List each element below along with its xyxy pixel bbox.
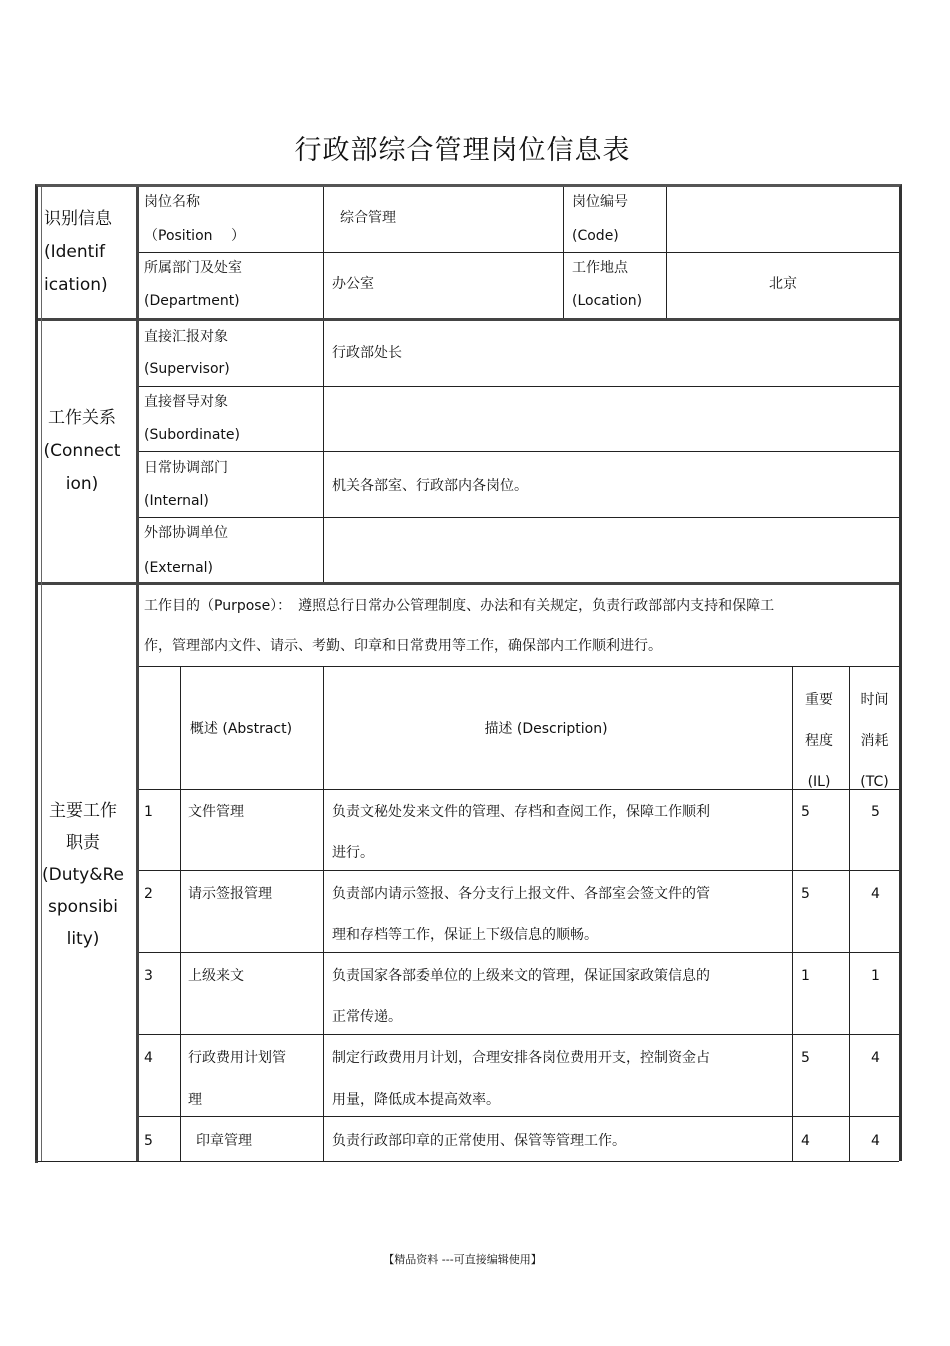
label-column-divider	[136, 187, 139, 1161]
section-divider	[38, 582, 899, 585]
inner-left-border	[41, 187, 42, 1161]
row-divider	[139, 1034, 899, 1035]
location-label-cn: 工作地点	[572, 260, 628, 276]
external-label-cn: 外部协调单位	[144, 525, 228, 541]
internal-value: 机关各部室、行政部内各岗位。	[332, 478, 528, 494]
row-divider	[139, 666, 899, 667]
col-divider	[666, 187, 667, 318]
item-importance: 5	[801, 1050, 810, 1066]
position-label-cn: 岗位名称	[144, 194, 200, 210]
item-abstract: 印章管理	[196, 1133, 252, 1149]
item-time-cost: 4	[871, 1133, 880, 1149]
item-desc-line: 正常传递。	[332, 1009, 402, 1025]
row-divider	[139, 517, 899, 518]
col-divider	[180, 666, 181, 1161]
page-footer: 【精品资料 ---可直接编辑使用】	[383, 1253, 542, 1266]
header-description: 描述 (Description)	[484, 721, 608, 737]
position-value: 综合管理	[340, 210, 396, 226]
header-time-cost: 时间 消耗 (TC)	[860, 692, 889, 790]
item-number: 4	[144, 1050, 153, 1066]
row-divider	[139, 386, 899, 387]
purpose-line-1: 工作目的（Purpose）： 遵照总行日常办公管理制度、办法和有关规定，负责行政部部内支持和保障工	[144, 598, 775, 614]
item-desc-line: 负责部内请示签报、各分支行上报文件、各部室会签文件的管	[332, 886, 710, 902]
internal-label-en: (Internal)	[144, 493, 209, 509]
item-abstract: 文件管理	[188, 804, 244, 820]
item-importance: 5	[801, 804, 810, 820]
item-time-cost: 5	[871, 804, 880, 820]
department-label-cn: 所属部门及处室	[144, 260, 242, 276]
row-divider	[139, 870, 899, 871]
col-divider	[323, 321, 324, 582]
subordinate-label-en: (Subordinate)	[144, 427, 240, 443]
row-divider	[139, 252, 899, 253]
code-label-en: (Code)	[572, 228, 619, 244]
supervisor-label-en: (Supervisor)	[144, 361, 230, 377]
item-abstract: 请示签报管理	[188, 886, 272, 902]
item-importance: 4	[801, 1133, 810, 1149]
table-bottom	[38, 1161, 899, 1162]
item-desc-line: 负责行政部印章的正常使用、保管等管理工作。	[332, 1133, 626, 1149]
item-desc-line: 进行。	[332, 845, 374, 861]
col-divider	[323, 666, 324, 1161]
item-importance: 5	[801, 886, 810, 902]
location-label-en: (Location)	[572, 293, 643, 309]
row-divider	[139, 1116, 899, 1117]
department-label-en: (Department)	[144, 293, 240, 309]
external-label-en: (External)	[144, 560, 214, 576]
section-label-connection: 工作关系 (Connect ion)	[43, 408, 121, 494]
purpose-line-2: 作，管理部内文件、请示、考勤、印章和日常费用等工作，确保部内工作顺利进行。	[144, 638, 662, 654]
row-divider	[139, 789, 899, 790]
item-number: 5	[144, 1133, 153, 1149]
item-abstract: 上级来文	[188, 968, 244, 984]
internal-label-cn: 日常协调部门	[144, 460, 228, 476]
supervisor-value: 行政部处长	[332, 345, 402, 361]
code-label-cn: 岗位编号	[572, 194, 628, 210]
item-desc-line: 负责国家各部委单位的上级来文的管理，保证国家政策信息的	[332, 968, 710, 984]
location-value: 北京	[769, 276, 797, 292]
section-label-identification: 识别信息 (Identif ication)	[44, 209, 112, 295]
item-desc-line: 理和存档等工作，保证上下级信息的顺畅。	[332, 927, 598, 943]
col-divider	[563, 187, 564, 318]
header-abstract: 概述 (Abstract)	[189, 721, 293, 737]
item-desc-line: 用量，降低成本提高效率。	[332, 1092, 500, 1108]
row-divider	[139, 451, 899, 452]
row-divider	[139, 952, 899, 953]
subordinate-label-cn: 直接督导对象	[144, 394, 228, 410]
item-time-cost: 1	[871, 968, 880, 984]
item-desc-line: 负责文秘处发来文件的管理、存档和查阅工作，保障工作顺利	[332, 804, 710, 820]
item-importance: 1	[801, 968, 810, 984]
item-time-cost: 4	[871, 886, 880, 902]
col-divider	[323, 187, 324, 318]
item-number: 1	[144, 804, 153, 820]
department-value: 办公室	[332, 276, 374, 292]
item-number: 2	[144, 886, 153, 902]
item-desc-line: 制定行政费用月计划，合理安排各岗位费用开支，控制资金占	[332, 1050, 710, 1066]
supervisor-label-cn: 直接汇报对象	[144, 329, 228, 345]
item-abstract: 理	[188, 1092, 202, 1108]
item-abstract: 行政费用计划管	[188, 1050, 286, 1066]
position-label-en: （Position ）	[144, 228, 245, 244]
item-number: 3	[144, 968, 153, 984]
section-label-duty: 主要工作 职责 (Duty&Re sponsibi lity)	[42, 801, 124, 949]
page-title: 行政部综合管理岗位信息表	[294, 135, 631, 166]
section-divider	[38, 318, 899, 321]
header-importance: 重要 程度 (IL)	[805, 692, 833, 790]
item-time-cost: 4	[871, 1050, 880, 1066]
